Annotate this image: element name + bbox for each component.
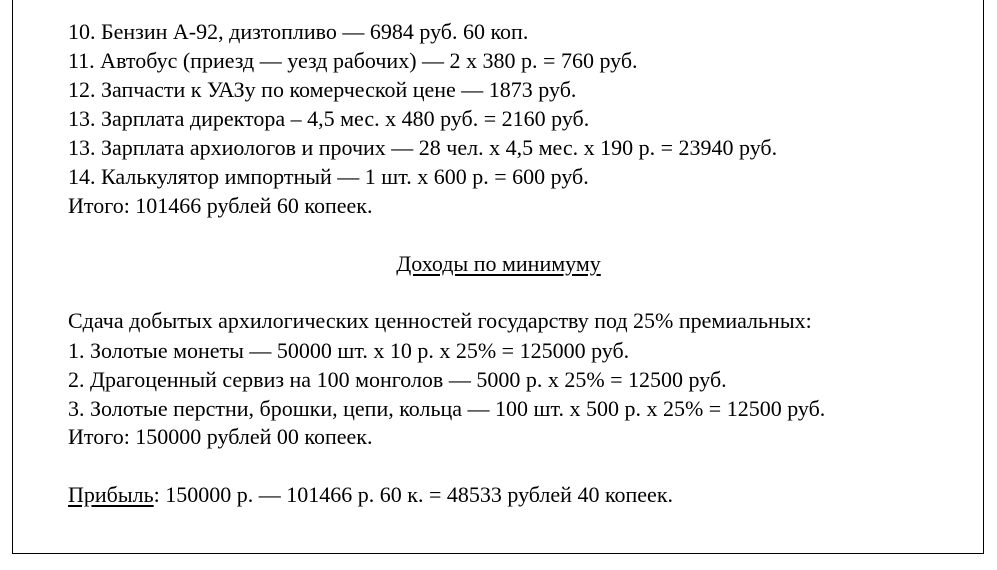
expense-line-12: 12. Запчасти к УАЗу по комерческой цене — 1873 руб. <box>68 77 577 102</box>
income-line-3: 3. Золотые перстни, брошки, цепи, кольца — 100 шт. х 500 р. х 25% = 12500 руб. <box>68 396 826 421</box>
income-line-1: 1. Золотые монеты — 50000 шт. х 10 р. х 25% = 125000 руб. <box>68 338 630 363</box>
profit-label: Прибыль <box>68 482 154 507</box>
income-heading <box>0 249 997 278</box>
expense-line-13-director: 13. Зарплата директора – 4,5 мес. х 480 руб. = 2160 руб. <box>68 106 590 131</box>
profit-line <box>68 480 673 509</box>
expense-line-10: 10. Бензин А-92, дизтопливо — 6984 руб. 60 коп. <box>68 19 529 44</box>
expense-line-11: 11. Автобус (приезд — уезд рабочих) — 2 х 380 р. = 760 руб. <box>68 48 638 73</box>
expense-line-14: 14. Калькулятор импортный — 1 шт. х 600 р. = 600 руб. <box>68 164 589 189</box>
income-intro: Сдача добытых архилогических ценностей государству под 25% премиальных: <box>68 308 812 333</box>
income-heading-text: Доходы по минимуму <box>396 251 601 276</box>
expense-line-13-staff: 13. Зарплата архиологов и прочих — 28 чел. х 4,5 мес. х 190 р. = 23940 руб. <box>68 135 778 160</box>
profit-text: : 150000 р. — 101466 р. 60 к. = 48533 рублей 40 копеек. <box>153 482 674 507</box>
expenses-total: Итого: 101466 рублей 60 копеек. <box>68 193 373 218</box>
income-total: Итого: 150000 рублей 00 копеек. <box>68 424 373 449</box>
income-line-2: 2. Драгоценный сервиз на 100 монголов — 5000 р. х 25% = 12500 руб. <box>68 367 727 392</box>
